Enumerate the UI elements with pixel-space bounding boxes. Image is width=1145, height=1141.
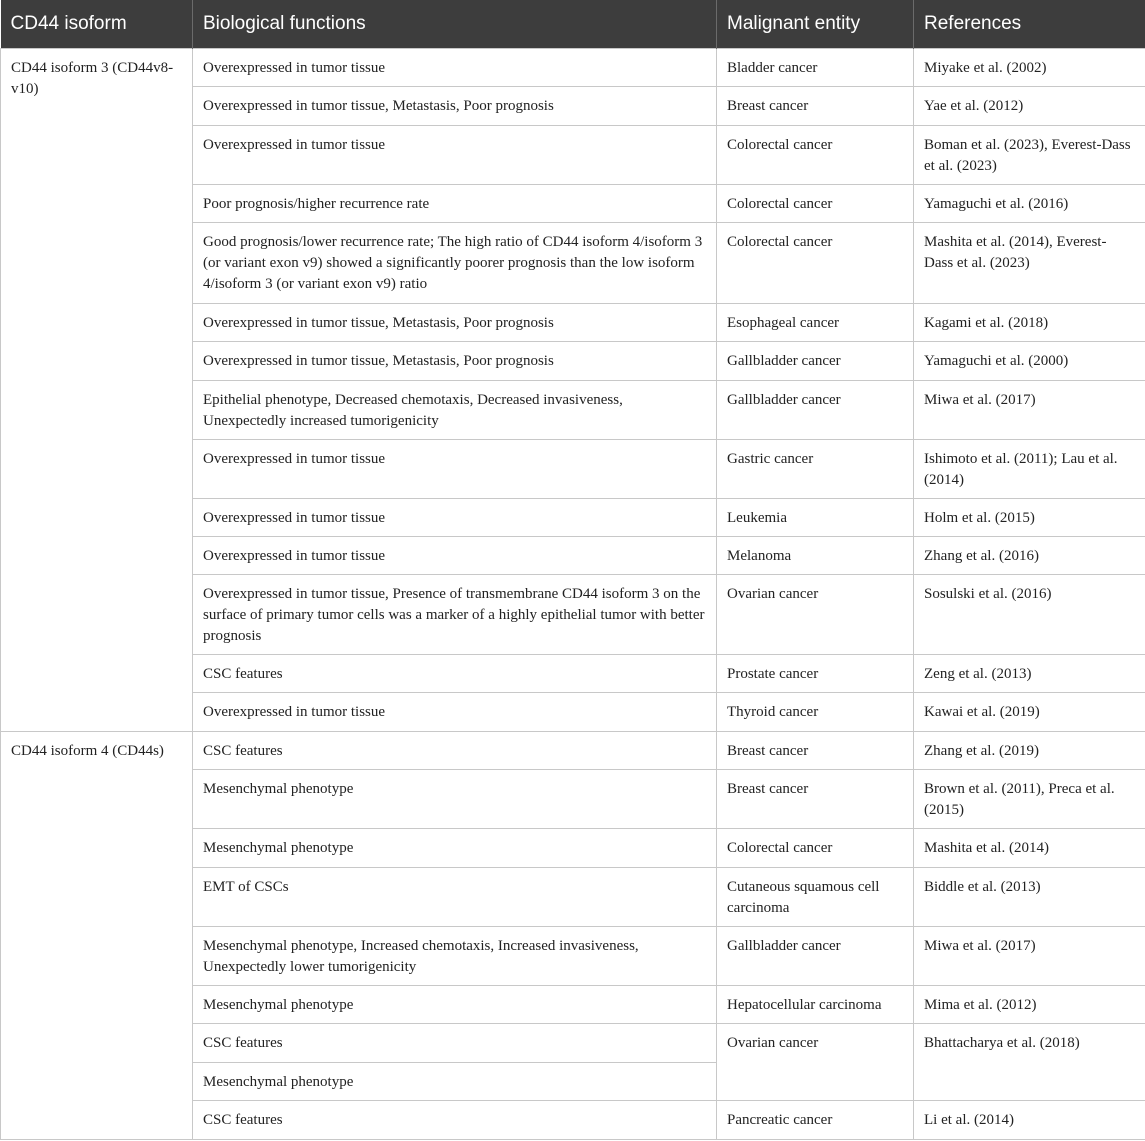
references-cell: Ishimoto et al. (2011); Lau et al. (2014) (914, 440, 1145, 499)
references-cell: Kawai et al. (2019) (914, 693, 1145, 732)
references-cell: Mashita et al. (2014) (914, 829, 1145, 868)
references-cell: Zeng et al. (2013) (914, 655, 1145, 693)
header-isoform: CD44 isoform (1, 0, 193, 49)
references-cell: Brown et al. (2011), Preca et al. (2015) (914, 770, 1145, 829)
function-cell: Overexpressed in tumor tissue, Presence of transmembrane CD44 isoform 3 on the surface of primary tumor cells was a marker of a highly epithelial tumor with better prognosis (193, 575, 717, 655)
entity-cell: Breast cancer (717, 732, 914, 770)
function-cell: CSC features (193, 1024, 717, 1063)
entity-cell: Colorectal cancer (717, 185, 914, 223)
function-cell: Overexpressed in tumor tissue (193, 693, 717, 732)
references-cell: Miwa et al. (2017) (914, 927, 1145, 986)
function-cell: Overexpressed in tumor tissue (193, 126, 717, 185)
references-cell: Yae et al. (2012) (914, 87, 1145, 126)
references-cell: Li et al. (2014) (914, 1101, 1145, 1140)
function-cell: Overexpressed in tumor tissue, Metastasis, Poor prognosis (193, 342, 717, 381)
function-cell: CSC features (193, 1101, 717, 1140)
references-cell: Yamaguchi et al. (2016) (914, 185, 1145, 223)
references-cell: Bhattacharya et al. (2018) (914, 1024, 1145, 1101)
entity-cell: Melanoma (717, 537, 914, 575)
entity-cell: Pancreatic cancer (717, 1101, 914, 1140)
entity-cell: Gastric cancer (717, 440, 914, 499)
references-cell: Miyake et al. (2002) (914, 49, 1145, 87)
header-row (1, 0, 1145, 49)
references-cell: Mashita et al. (2014), Everest-Dass et al. (2023) (914, 223, 1145, 304)
entity-cell: Breast cancer (717, 770, 914, 829)
function-cell: Overexpressed in tumor tissue (193, 537, 717, 575)
references-cell: Mima et al. (2012) (914, 986, 1145, 1024)
references-cell: Miwa et al. (2017) (914, 381, 1145, 440)
function-cell: Overexpressed in tumor tissue, Metastasis, Poor prognosis (193, 87, 717, 126)
entity-cell: Gallbladder cancer (717, 342, 914, 381)
entity-cell: Colorectal cancer (717, 223, 914, 304)
function-cell: Overexpressed in tumor tissue, Metastasis, Poor prognosis (193, 304, 717, 342)
entity-cell: Colorectal cancer (717, 126, 914, 185)
function-cell: Overexpressed in tumor tissue (193, 49, 717, 87)
references-cell: Holm et al. (2015) (914, 499, 1145, 537)
function-cell: Epithelial phenotype, Decreased chemotaxis, Decreased invasiveness, Unexpectedly increased tumorigenicity (193, 381, 717, 440)
entity-cell: Gallbladder cancer (717, 381, 914, 440)
entity-cell: Colorectal cancer (717, 829, 914, 868)
references-cell: Biddle et al. (2013) (914, 868, 1145, 927)
entity-cell: Thyroid cancer (717, 693, 914, 732)
references-cell: Yamaguchi et al. (2000) (914, 342, 1145, 381)
references-cell: Zhang et al. (2016) (914, 537, 1145, 575)
entity-cell: Breast cancer (717, 87, 914, 126)
header-references: References (914, 0, 1145, 49)
function-cell: Mesenchymal phenotype (193, 770, 717, 829)
entity-cell: Gallbladder cancer (717, 927, 914, 986)
function-cell: Mesenchymal phenotype (193, 829, 717, 868)
function-cell: Overexpressed in tumor tissue (193, 440, 717, 499)
function-cell: EMT of CSCs (193, 868, 717, 927)
isoform-cell: CD44 isoform 3 (CD44v8-v10) (1, 49, 193, 732)
header-entity: Malignant entity (717, 0, 914, 49)
function-cell: Poor prognosis/higher recurrence rate (193, 185, 717, 223)
function-cell: Mesenchymal phenotype (193, 1063, 717, 1101)
table-row (1, 732, 1145, 770)
entity-cell: Esophageal cancer (717, 304, 914, 342)
isoform-cell: CD44 isoform 4 (CD44s) (1, 732, 193, 1140)
entity-cell: Ovarian cancer (717, 1024, 914, 1101)
table-row (1, 49, 1145, 87)
function-cell: Mesenchymal phenotype (193, 986, 717, 1024)
header-functions: Biological functions (193, 0, 717, 49)
references-cell: Boman et al. (2023), Everest-Dass et al. (2023) (914, 126, 1145, 185)
references-cell: Sosulski et al. (2016) (914, 575, 1145, 655)
function-cell: Good prognosis/lower recurrence rate; The high ratio of CD44 isoform 4/isoform 3 (or variant exon v9) showed a significantly poorer prognosis than the low isoform 4/isoform 3 (or variant exon v9) ratio (193, 223, 717, 304)
entity-cell: Ovarian cancer (717, 575, 914, 655)
function-cell: CSC features (193, 732, 717, 770)
function-cell: Mesenchymal phenotype, Increased chemotaxis, Increased invasiveness, Unexpectedly lower tumorigenicity (193, 927, 717, 986)
references-cell: Kagami et al. (2018) (914, 304, 1145, 342)
function-cell: Overexpressed in tumor tissue (193, 499, 717, 537)
entity-cell: Prostate cancer (717, 655, 914, 693)
entity-cell: Bladder cancer (717, 49, 914, 87)
references-cell: Zhang et al. (2019) (914, 732, 1145, 770)
function-cell: CSC features (193, 655, 717, 693)
entity-cell: Hepatocellular carcinoma (717, 986, 914, 1024)
entity-cell: Leukemia (717, 499, 914, 537)
entity-cell: Cutaneous squamous cell carcinoma (717, 868, 914, 927)
